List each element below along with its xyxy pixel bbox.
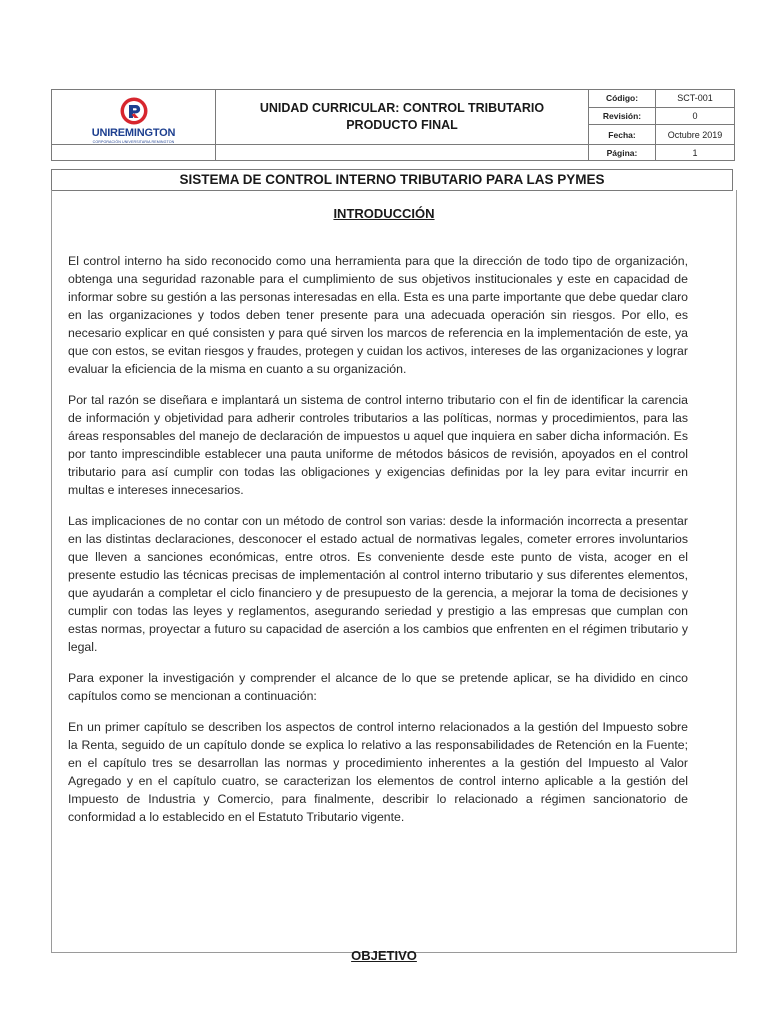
paragraph-4: Para exponer la investigación y comprender el alcance de lo que se pretende aplicar, se ha dividido en cinco capítulos como se mencionan a continuación:	[68, 671, 688, 703]
document-body	[68, 252, 688, 839]
fecha-value: Octubre 2019	[656, 125, 735, 145]
fecha-label: Fecha:	[589, 125, 656, 145]
revision-label: Revisión:	[589, 107, 656, 125]
uniremington-logo-icon	[119, 96, 149, 126]
uniremington-logo	[52, 90, 215, 144]
empty-cell-left	[52, 145, 216, 161]
empty-cell-center	[216, 145, 589, 161]
product-title: PRODUCTO FINAL	[346, 118, 458, 132]
logo-cell	[52, 90, 216, 145]
revision-value: 0	[656, 107, 735, 125]
paragraph-2: Por tal razón se diseñara e implantará un sistema de control interno tributario con el fin de identificar la carencia de información y objetividad para adherir controles tributarios a las políticas, normas y procedimientos, para las áreas responsables del manejo de declaración de impuestos u aquel que inquiera en saber dicha información. Es por tanto imprescindible establecer una pauta uniforme de métodos básicos de revisión, apoyados en el control tributario para así cumplir con todas las obligaciones y exigencias definidas por la ley para evitar incurrir en multas e intereses innecesarios.	[68, 393, 688, 497]
paragraph-5: En un primer capítulo se describen los aspectos de control interno relacionados a la gestión del Impuesto sobre la Renta, seguido de un capítulo donde se explica lo relativo a las responsabilidades de Retención en la Fuente; en el capítulo tres se desarrollan las normas y procedimiento inherentes a la gestión del Impuesto al Valor Agregado y en el capítulo cuatro, se caracterizan los elementos de control interno aplicable a la gestión del Impuesto de Industria y Comercio, para finalmente, describir lo relacionado a régimen sancionatorio de conformidad a lo establecido en el Estatuto Tributario vigente.	[68, 720, 688, 824]
intro-heading: INTRODUCCIÓN	[333, 206, 435, 221]
paragraph-1: El control interno ha sido reconocido como una herramienta para que la dirección de todo tipo de organización, obtenga una seguridad razonable para el cumplimiento de sus objetivos institucionales y este en capacidad de informar sobre su gestión a las personas interesadas en ella. Esta es una parte importante que debe quedar claro en las organizaciones y todos deben tener presente para una adecuada operación sin riesgos. Por ello, es necesario explicar en qué consisten y para qué sirven los marcos de referencia en la implementación de este, ya que con estos, se evitan riesgos y fraudes, protegen y cuidan los activos, intereses de las organizaciones y lograr evaluar la eficiencia de la misma en cuanto a su organización.	[68, 254, 689, 376]
pagina-label: Página:	[589, 145, 656, 161]
codigo-label: Código:	[589, 90, 656, 108]
objective-heading: OBJETIVO	[351, 948, 417, 963]
course-title-cell	[216, 90, 589, 145]
document-header-table	[51, 89, 735, 161]
logo-brand-text: UNIREMINGTON	[91, 127, 176, 139]
document-banner-title: SISTEMA DE CONTROL INTERNO TRIBUTARIO PARA LAS PYMES	[51, 169, 733, 191]
course-title: UNIDAD CURRICULAR: CONTROL TRIBUTARIO	[259, 101, 545, 115]
paragraph-3: Las implicaciones de no contar con un método de control son varias: desde la información incorrecta a presentar en las distintas declaraciones, desconocer el estado actual de normativas legales, cometer errores involuntarios que lleven a sanciones económicas, entre otros. Es conveniente desde este punto de vista, acoger en el presente estudio las técnicas precisas de implementación al control interno tributario y sus diferentes elementos, que ayudarán a completar el ciclo financiero y de presupuesto de la gerencia, a mejorar la toma de decisiones y cumplir con todas las leyes y reglamentos, asegurando seriedad y prestigio a las empresas que cumplan con estas normas, proyectar a futuro su capacidad de aserción a los cambios que enfrenten en el régimen tributario y legal.	[68, 514, 688, 654]
codigo-value: SCT-001	[656, 90, 735, 108]
logo-subtitle-text: CORPORACIÓN UNIVERSITARIA REMINGTON	[92, 140, 175, 144]
pagina-value: 1	[656, 145, 735, 161]
